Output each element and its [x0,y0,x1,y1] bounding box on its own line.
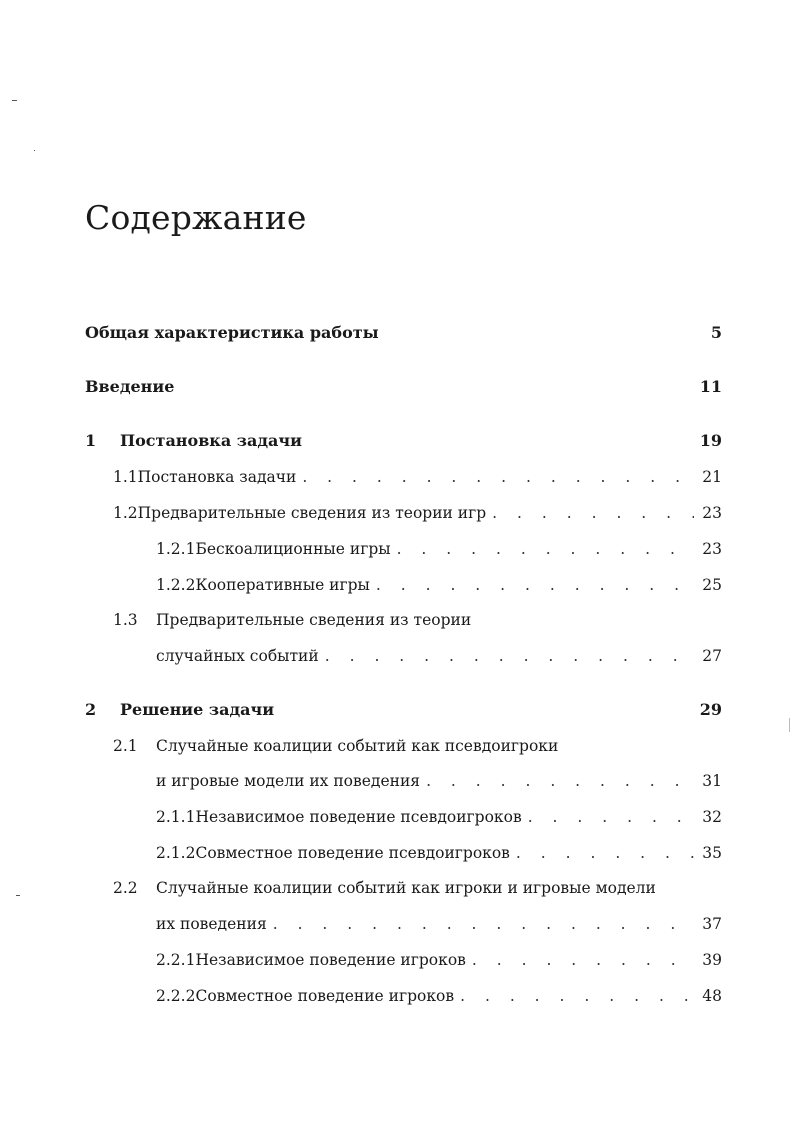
toc-entry-title: Предварительные сведения из теории [156,611,472,629]
leader-dots [325,643,694,669]
toc-entry-number: 2 [85,700,97,719]
toc-entry-2-2-2[interactable] [156,983,722,1009]
toc-entry-number: 1.1 [113,468,138,486]
toc-entry-page: 48 [702,987,722,1005]
toc-entry-title: Предварительные сведения из теории игр [137,504,487,522]
leader-dots [376,572,694,598]
toc-entry-number: 2.2.1 [156,951,196,969]
toc-entry-page: 23 [702,540,722,558]
toc-entry-number: 2.1.2 [156,844,196,862]
toc-entry-number: 2.2 [113,879,138,897]
toc-entry-page: 29 [699,700,722,719]
leader-dots [460,983,694,1009]
toc-entry-chapter-1[interactable] [85,428,722,454]
toc-entry-page: 27 [702,647,722,665]
toc-entry-title-cont: их поведения [156,915,267,933]
page-title: Содержание [85,198,307,237]
leader-dots [397,536,694,562]
scan-speck [789,718,790,732]
toc-entry-1-1[interactable] [113,464,722,490]
toc-entry-2-2-1[interactable] [156,947,722,973]
toc-entry-1-3-cont[interactable] [156,643,722,669]
leader-dots [426,768,694,794]
toc-entry-2-2-cont[interactable] [156,911,722,937]
toc-entry-2-2[interactable] [113,875,722,901]
leader-dots [516,840,694,866]
toc-entry-number: 1.3 [113,611,138,629]
toc-entry-2-1-2[interactable] [156,840,722,866]
toc-entry-number: 2.2.2 [156,987,196,1005]
toc-entry-page: 32 [702,808,722,826]
leader-dots [528,804,694,830]
toc-entry-chapter-2[interactable] [85,697,722,723]
toc-entry-page: 37 [702,915,722,933]
toc-entry-1-2-1[interactable] [156,536,722,562]
toc-entry-2-1-1[interactable] [156,804,722,830]
leader-dots [302,464,694,490]
leader-dots [472,947,694,973]
toc-entry-page: 11 [699,377,722,396]
toc-entry-title: Постановка задачи [137,468,297,486]
toc-entry-title: Случайные коалиции событий как игроки и игровые модели [156,879,656,897]
toc-entry-1-3[interactable] [113,607,722,633]
toc-entry-1-2-2[interactable] [156,572,722,598]
toc-entry-page: 23 [702,504,722,522]
toc-entry-title: Бескоалиционные игры [195,540,391,558]
toc-entry-title: Совместное поведение игроков [195,987,455,1005]
toc-entry-page: 25 [702,576,722,594]
toc-entry-number: 1.2.2 [156,576,196,594]
toc-entry-title: Решение задачи [120,700,275,719]
toc-entry-page: 19 [699,431,722,450]
toc-entry-number: 2.1.1 [156,808,196,826]
toc-entry-overview[interactable] [85,320,722,346]
scan-speck [16,895,20,896]
leader-dots [273,911,694,937]
toc-entry-title: Кооперативные игры [195,576,370,594]
toc-entry-number: 2.1 [113,737,138,755]
toc-entry-1-2[interactable] [113,500,722,526]
toc-entry-page: 39 [702,951,722,969]
toc-entry-page: 31 [702,772,722,790]
toc-entry-number: 1.2 [113,504,138,522]
toc-entry-title: Общая характеристика работы [85,323,379,342]
toc-entry-intro[interactable] [85,374,722,400]
leader-dots [492,500,694,526]
toc-entry-title: Введение [85,377,175,396]
toc-entry-title: Совместное поведение псевдоигроков [195,844,510,862]
toc-entry-title-cont: случайных событий [156,647,319,665]
toc-entry-page: 21 [702,468,722,486]
toc-entry-2-1[interactable] [113,733,722,759]
toc-entry-title: Независимое поведение игроков [195,951,466,969]
toc-entry-title-cont: и игровые модели их поведения [156,772,421,790]
scan-speck [34,150,35,151]
toc-entry-title: Независимое поведение псевдоигроков [195,808,522,826]
toc-entry-page: 35 [702,844,722,862]
toc-entry-title: Постановка задачи [120,431,302,450]
scan-speck [12,100,17,101]
toc-entry-title: Случайные коалиции событий как псевдоигроки [156,737,559,755]
toc-entry-number: 1.2.1 [156,540,196,558]
toc-entry-2-1-cont[interactable] [156,768,722,794]
toc-entry-page: 5 [710,323,722,342]
toc-entry-number: 1 [85,431,97,450]
